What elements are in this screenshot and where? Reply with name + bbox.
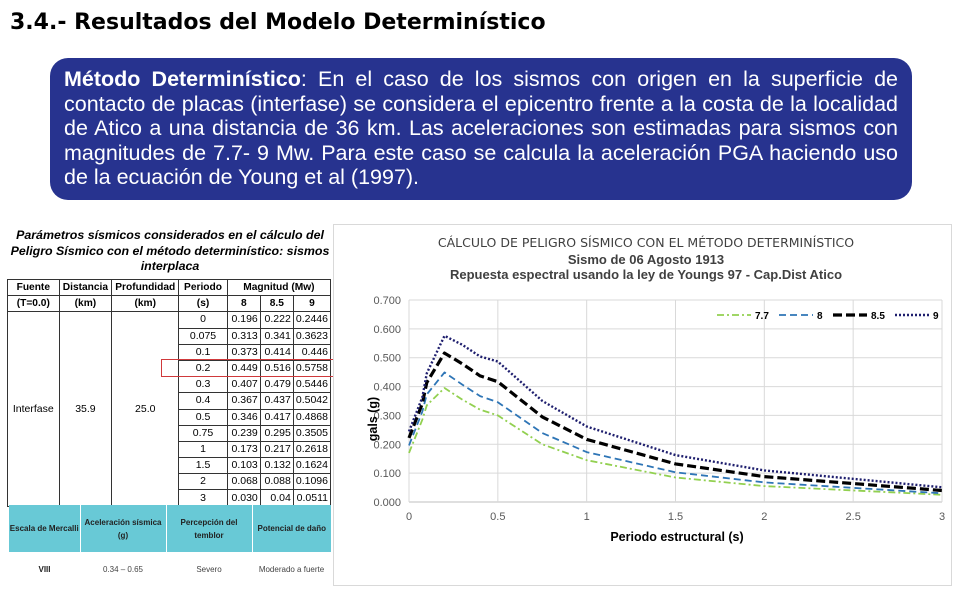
value-cell: 0.088	[260, 474, 293, 490]
header-mag-8-5: 8.5	[260, 296, 293, 312]
value-cell: 0.346	[227, 409, 260, 425]
value-cell: 0.222	[260, 312, 293, 328]
periodo-cell: 3	[179, 490, 227, 506]
value-cell: 0.417	[260, 409, 293, 425]
value-cell: 0.449	[227, 360, 260, 376]
value-cell: 0.437	[260, 393, 293, 409]
value-cell: 0.5042	[293, 393, 330, 409]
value-cell: 0.3505	[293, 425, 330, 441]
y-tick-label: 0.500	[373, 352, 401, 365]
y-tick-label: 0.400	[373, 381, 401, 394]
value-cell: 0.04	[260, 490, 293, 506]
periodo-cell: 0.2	[179, 360, 227, 376]
header-periodo-sub: (s)	[179, 296, 227, 312]
legend-label: 8	[817, 311, 823, 322]
mercalli-cell: Severo	[166, 552, 252, 586]
value-cell: 0.313	[227, 328, 260, 344]
periodo-cell: 0.1	[179, 344, 227, 360]
x-axis-label: Periodo estructural (s)	[610, 530, 744, 544]
x-tick-label: 1	[583, 511, 590, 523]
chart-subtitle-1: Sismo de 06 Agosto 1913	[567, 252, 725, 267]
value-cell: 0.217	[260, 441, 293, 457]
periodo-cell: 0.3	[179, 377, 227, 393]
table-caption: Parámetros sísmicos considerados en el cálculo del Peligro Sísmico con el método determinístico: sismos interplaca	[10, 228, 330, 274]
value-cell: 0.373	[227, 344, 260, 360]
y-axis-label: gals (g)	[366, 396, 380, 442]
x-tick-label: 0	[405, 511, 413, 523]
profundidad-cell: 25.0	[112, 312, 179, 506]
seismic-params-table	[7, 279, 331, 507]
header-periodo: Periodo	[179, 280, 227, 296]
value-cell: 0.446	[293, 344, 330, 360]
value-cell: 0.479	[260, 377, 293, 393]
distancia-cell: 35.9	[59, 312, 112, 506]
mercalli-table	[9, 505, 331, 586]
y-tick-label: 0.700	[373, 295, 401, 307]
value-cell: 0.5758	[293, 360, 330, 376]
header-magnitud: Magnitud (Mw)	[227, 280, 330, 296]
y-tick-label: 0.000	[373, 497, 401, 509]
value-cell: 0.2618	[293, 441, 330, 457]
value-cell: 0.4868	[293, 409, 330, 425]
value-cell: 0.2446	[293, 312, 330, 328]
periodo-cell: 0	[179, 312, 227, 328]
value-cell: 0.407	[227, 377, 260, 393]
legend-label: 9	[933, 311, 939, 322]
header-mag-8: 8	[227, 296, 260, 312]
legend-label: 8.5	[871, 311, 885, 322]
header-mag-9: 9	[293, 296, 330, 312]
value-cell: 0.1624	[293, 458, 330, 474]
value-cell: 0.1096	[293, 474, 330, 490]
y-tick-label: 0.100	[373, 468, 401, 481]
spectral-response-chart	[333, 224, 952, 586]
mercalli-header: Escala de Mercalli	[9, 505, 80, 552]
value-cell: 0.173	[227, 441, 260, 457]
value-cell: 0.3623	[293, 328, 330, 344]
mercalli-cell: 0.34 – 0.65	[80, 552, 166, 586]
x-tick-label: 0.5	[490, 511, 506, 523]
highlight-row-box	[161, 359, 339, 377]
y-tick-label: 0.200	[373, 439, 401, 452]
chart-title: CÁLCULO DE PELIGRO SÍSMICO CON EL MÉTODO DETERMINÍSTICO	[437, 235, 855, 250]
mercalli-cell: Moderado a fuerte	[252, 552, 331, 586]
header-profundidad: Profundidad	[112, 280, 179, 296]
x-tick-label: 2.5	[845, 511, 861, 523]
value-cell: 0.132	[260, 458, 293, 474]
periodo-cell: 2	[179, 474, 227, 490]
y-tick-label: 0.300	[373, 410, 401, 423]
callout-term: Método Determinístico	[64, 67, 301, 91]
callout-text: : En el caso de los sismos con origen en la superficie de contacto de placas (interfase) se considera el epicentro frente a la costa de la localidad de Atico a una distancia de 36 km. Las aceleraciones son estimadas para sismos con magnitudes de 7.7- 9 Mw. Para este caso se calcula la aceleración PGA haciendo uso de la ecuación de Young et al (1997).	[64, 67, 898, 189]
periodo-cell: 0.75	[179, 425, 227, 441]
value-cell: 0.5446	[293, 377, 330, 393]
value-cell: 0.196	[227, 312, 260, 328]
value-cell: 0.068	[227, 474, 260, 490]
header-fuente-sub: (T=0.0)	[8, 296, 60, 312]
value-cell: 0.341	[260, 328, 293, 344]
value-cell: 0.295	[260, 425, 293, 441]
value-cell: 0.103	[227, 458, 260, 474]
header-profundidad-sub: (km)	[112, 296, 179, 312]
fuente-cell: Interfase	[8, 312, 60, 506]
x-tick-label: 2	[761, 511, 768, 523]
legend-label: 7.7	[755, 311, 769, 322]
mercalli-header: Percepción del temblor	[166, 505, 252, 552]
mercalli-header: Aceleración sísmica (g)	[80, 505, 166, 552]
periodo-cell: 0.4	[179, 393, 227, 409]
x-tick-label: 1.5	[667, 511, 684, 523]
mercalli-cell: VIII	[9, 552, 80, 586]
periodo-cell: 0.5	[179, 409, 227, 425]
value-cell: 0.0511	[293, 490, 330, 506]
value-cell: 0.239	[227, 425, 260, 441]
chart-subtitle-2: Repuesta espectral usando la ley de Youngs 97 - Cap.Dist Atico	[449, 267, 843, 282]
value-cell: 0.367	[227, 393, 260, 409]
value-cell: 0.030	[227, 490, 260, 506]
y-tick-label: 0.600	[373, 323, 401, 336]
value-cell: 0.414	[260, 344, 293, 360]
periodo-cell: 1.5	[179, 458, 227, 474]
header-fuente: Fuente	[8, 280, 60, 296]
periodo-cell: 1	[179, 441, 227, 457]
method-callout	[50, 58, 912, 200]
header-distancia-sub: (km)	[59, 296, 112, 312]
x-tick-label: 3	[938, 511, 946, 523]
periodo-cell: 0.075	[179, 328, 227, 344]
mercalli-header: Potencial de daño	[252, 505, 331, 552]
header-distancia: Distancia	[59, 280, 112, 296]
page-title: 3.4.- Resultados del Modelo Determinístico	[10, 10, 546, 35]
value-cell: 0.516	[260, 360, 293, 376]
